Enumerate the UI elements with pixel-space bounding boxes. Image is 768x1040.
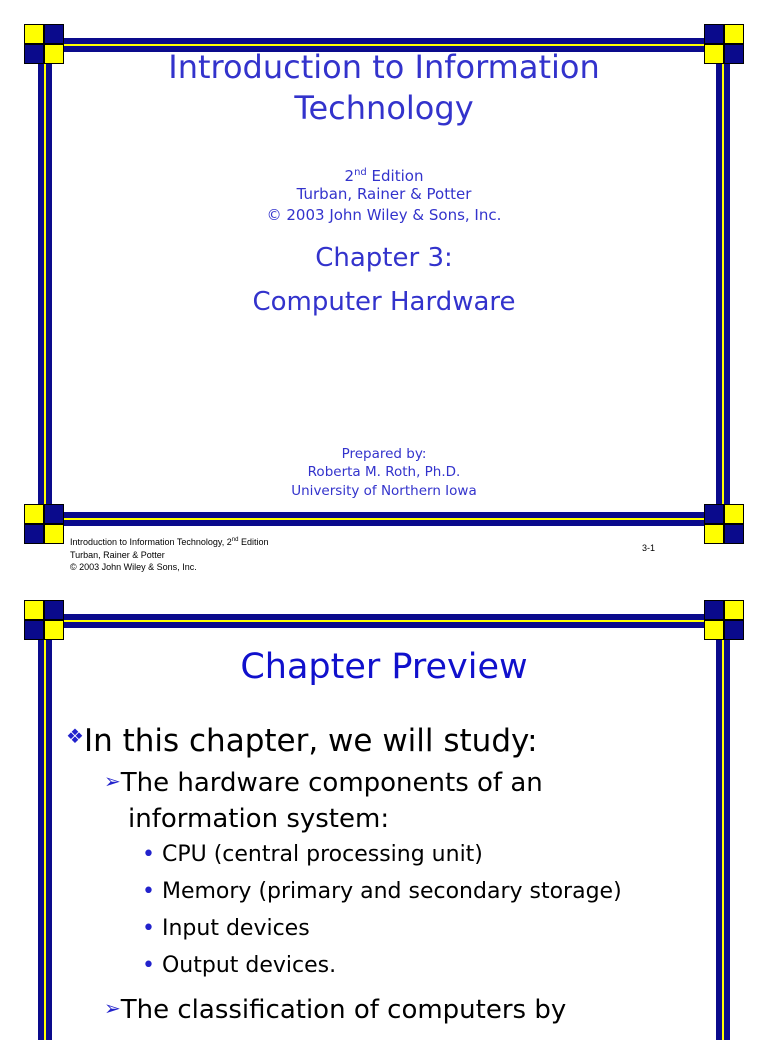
sub-item-output [142,953,336,978]
slide-title-line-2: Technology [294,89,474,127]
footer-edition-word: Edition [238,537,269,547]
frame-corner-top-right [704,600,744,640]
dot-bullet-icon: • [142,953,155,978]
dot-bullet-icon: • [142,916,155,941]
footer-line-2: Turban, Rainer & Potter [70,549,165,560]
frame-corner-bottom-right [704,504,744,544]
slide-2 [0,580,768,1024]
sub-item-cpu [142,842,483,867]
edition-text [0,163,768,186]
footer-line-3: © 2003 John Wiley & Sons, Inc. [70,562,197,572]
footer-edition-sup: nd [231,537,239,543]
bullet-level-2-classification [104,990,566,1028]
sub-item-input [142,916,310,941]
bullet-level-1 [66,714,538,763]
edition-superscript: nd [354,167,367,178]
frame-bottom-bar [44,512,724,526]
bullet-level-2-hardware [104,763,543,837]
page-number: 3-1 [642,543,656,553]
arrow-bullet-icon: ➢ [104,996,121,1020]
bullet-level-1-text: In this chapter, we will study: [83,723,538,759]
footer-line-1 [70,534,269,549]
chapter-title: Computer Hardware [252,287,516,317]
copyright-text: © 2003 John Wiley & Sons, Inc. [266,206,502,224]
dot-bullet-icon: • [142,879,155,904]
slide-footer [70,534,269,574]
edition-number: 2 [344,167,355,185]
preparer-name: Roberta M. Roth, Ph.D. [307,464,461,480]
sub-item-memory [142,879,622,904]
slide-title-line-1: Introduction to Information [168,48,600,86]
bullet-level-2-line-2: information system: [128,804,390,834]
dot-bullet-icon: • [142,842,155,867]
chapter-number: Chapter 3: [315,243,453,273]
frame-corner-bottom-left [24,504,64,544]
sub-item-text: Output devices. [161,953,337,978]
bullet-level-2-text: The classification of computers by [120,995,567,1025]
sub-item-text: Input devices [161,916,310,941]
sub-item-text: Memory (primary and secondary storage) [161,879,622,904]
edition-word: Edition [366,167,424,185]
bullet-level-2-line-1: The hardware components of an [120,768,543,798]
arrow-bullet-icon: ➢ [104,769,121,793]
diamond-bullet-icon: ❖ [66,724,84,748]
frame-corner-top-left [24,600,64,640]
authors-text: Turban, Rainer & Potter [296,185,472,203]
prepared-by-label: Prepared by: [341,446,427,462]
slide-title: Chapter Preview [240,647,528,687]
frame-top-bar [44,614,724,628]
sub-item-text: CPU (central processing unit) [161,842,483,867]
footer-course-title: Introduction to Information Technology, 2 [70,537,232,547]
university-name: University of Northern Iowa [291,483,477,499]
